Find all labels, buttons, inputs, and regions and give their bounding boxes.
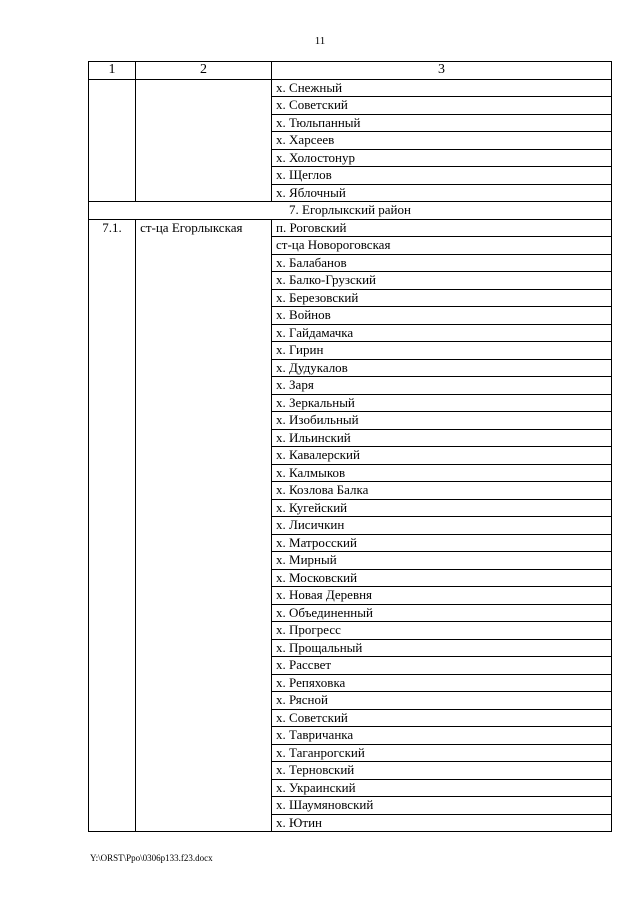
settlement-cell: х. Советский: [272, 709, 612, 727]
page-number: 11: [314, 35, 326, 47]
settlement-cell: х. Изобильный: [272, 412, 612, 430]
settlement-cell: х. Объединенный: [272, 604, 612, 622]
table-row: [89, 79, 612, 97]
settlement-cell: х. Прогресс: [272, 622, 612, 640]
settlement-cell: х. Балабанов: [272, 254, 612, 272]
settlement-cell: х. Шаумяновский: [272, 797, 612, 815]
settlement-cell: х. Тюльпанный: [272, 114, 612, 132]
settlement-cell: х. Украинский: [272, 779, 612, 797]
settlement-cell: х. Дудукалов: [272, 359, 612, 377]
administrative-center: ст-ца Егорлыкская: [136, 219, 272, 832]
settlement-cell: х. Мирный: [272, 552, 612, 570]
settlement-cell: х. Рясной: [272, 692, 612, 710]
settlement-cell: п. Роговский: [272, 219, 612, 237]
section-row: [89, 202, 612, 220]
table-row: [89, 219, 612, 237]
column-header-2: 2: [136, 62, 272, 80]
settlement-cell: х. Кугейский: [272, 499, 612, 517]
settlement-cell: х. Войнов: [272, 307, 612, 325]
settlement-cell: х. Балко-Грузский: [272, 272, 612, 290]
settlement-cell: х. Прощальный: [272, 639, 612, 657]
settlement-cell: х. Козлова Балка: [272, 482, 612, 500]
settlement-cell: х. Советский: [272, 97, 612, 115]
column-header-1: 1: [89, 62, 136, 80]
center-cell: [136, 79, 272, 202]
settlement-cell: х. Таганрогский: [272, 744, 612, 762]
settlement-cell: х. Ютин: [272, 814, 612, 832]
settlements-table: [88, 61, 612, 832]
settlement-cell: ст-ца Новороговская: [272, 237, 612, 255]
settlement-cell: х. Холостонур: [272, 149, 612, 167]
settlement-cell: х. Московский: [272, 569, 612, 587]
settlement-cell: х. Зеркальный: [272, 394, 612, 412]
settlement-cell: х. Щеглов: [272, 167, 612, 185]
settlement-cell: х. Кавалерский: [272, 447, 612, 465]
section-title: 7. Егорлыкский район: [89, 202, 612, 220]
settlement-cell: х. Харсеев: [272, 132, 612, 150]
settlement-cell: х. Новая Деревня: [272, 587, 612, 605]
settlement-cell: х. Ильинский: [272, 429, 612, 447]
entry-number: 7.1.: [89, 219, 136, 832]
settlement-cell: х. Репяховка: [272, 674, 612, 692]
settlement-cell: х. Гирин: [272, 342, 612, 360]
settlement-cell: х. Рассвет: [272, 657, 612, 675]
settlement-cell: х. Березовский: [272, 289, 612, 307]
settlement-cell: х. Терновский: [272, 762, 612, 780]
settlement-cell: х. Лисичкин: [272, 517, 612, 535]
settlement-cell: х. Снежный: [272, 79, 612, 97]
column-header-3: 3: [272, 62, 612, 80]
settlement-cell: х. Матросский: [272, 534, 612, 552]
settlement-cell: х. Яблочный: [272, 184, 612, 202]
table-header-row: [89, 62, 612, 80]
settlement-cell: х. Гайдамачка: [272, 324, 612, 342]
settlement-cell: х. Калмыков: [272, 464, 612, 482]
settlement-cell: х. Заря: [272, 377, 612, 395]
settlement-cell: х. Тавричанка: [272, 727, 612, 745]
file-path-footer: Y:\ORST\Ppo\0306p133.f23.docx: [90, 853, 213, 863]
number-cell: [89, 79, 136, 202]
